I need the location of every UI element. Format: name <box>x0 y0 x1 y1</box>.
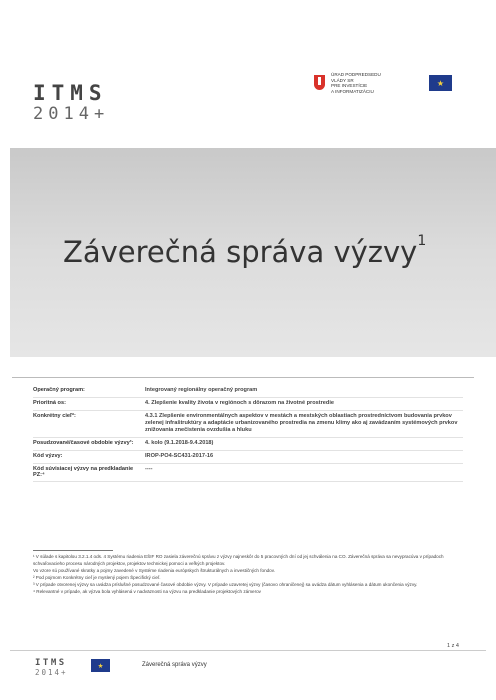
footer-document-title: Záverečná správa výzvy <box>142 662 207 668</box>
info-table <box>33 385 463 482</box>
info-value: 4. Zlepšenie kvality života v regiónoch s dôrazom na životné prostredie <box>145 400 334 406</box>
info-row <box>33 464 463 482</box>
government-office-logo <box>314 72 393 94</box>
footer-itms-logo <box>35 659 68 677</box>
info-row <box>33 398 463 411</box>
eu-flag-icon: ★ <box>429 75 452 91</box>
footnote: ⁴ Relevantné v prípade, ak výzva bola vyhlásená v nadväznosti na výzvu na predkladanie projektových zámerov <box>33 588 261 594</box>
gov-line-1: ÚRAD PODPREDSEDU VLÁDY SR <box>331 72 381 83</box>
info-row <box>33 438 463 451</box>
info-label: Posudzované/časové obdobie výzvy³: <box>33 440 134 446</box>
footnote: ² Pod pojmom Konkrétny cieľ je myslený pojem Špecifický cieľ. <box>33 574 161 580</box>
divider <box>12 377 474 378</box>
footer-divider <box>10 650 486 651</box>
info-row <box>33 451 463 464</box>
footer-logo-bottom: 2014+ <box>35 668 68 677</box>
itms-logo <box>33 83 109 123</box>
footnotes <box>33 554 458 595</box>
footnote: Vo vzore sú používané skratky a pojmy zavedené v Systéme riadenia európskych štrukturálnych a investičných fondov. <box>33 567 275 573</box>
footer-logo-top: ITMS <box>35 658 67 668</box>
itms-logo-top: ITMS <box>33 81 108 105</box>
info-value: IROP-PO4-SC431-2017-16 <box>145 453 214 459</box>
footnote: ³ V prípade otvorenej výzvy sa uvádza príslušné posudzované časové obdobie výzvy. V prípade uzavretej výzvy (časovo ohraničenej) sa uvádza dátum vyhlásenia a dátum ukončenia výzvy. <box>33 581 418 587</box>
info-value: 4. kolo (9.1.2018-9.4.2018) <box>145 440 214 446</box>
info-value: Integrovaný regionálny operačný program <box>145 387 258 393</box>
itms-logo-bottom: 2014+ <box>33 104 110 124</box>
info-label: Kód výzvy: <box>33 453 63 459</box>
footnote-separator <box>33 550 113 551</box>
page-title <box>63 235 426 269</box>
info-label: Prioritná os: <box>33 400 66 406</box>
gov-line-2: PRE INVESTÍCIE <box>331 83 368 89</box>
coat-of-arms-icon <box>314 75 325 90</box>
info-label: Operačný program: <box>33 387 85 393</box>
info-value: 4.3.1 Zlepšenie environmentálnych aspektov v mestách a mestských oblastiach prostredníctvom budovania prvkov zelenej infraštruktúry a adaptácie urbanizovaného prostredia na zmenu klímy ako aj zavádzaním systémových prvkov znižovania znečistenia ovzdušia a hluku <box>145 413 458 433</box>
info-row <box>33 385 463 398</box>
footnote: ¹ V súlade s kapitolou 3.2.1.4 ods. 4 Systému riadenia EŠIF RO zasiela záverečnú správu z výzvy najneskôr do 5 pracovných dní od jej schválenia na CO. Záverečná správa sa nevypracúva v prípadoch schvaľovacieho procesu národných projektov, projektov technickej pomoci a veľkých projektov. <box>33 554 444 566</box>
info-label: Konkrétny cieľ²: <box>33 413 76 419</box>
government-office-text <box>331 72 393 94</box>
title-footnote-ref: 1 <box>417 233 427 249</box>
page-number: 1 z 4 <box>447 643 459 649</box>
info-value: ---- <box>145 466 153 472</box>
info-row <box>33 411 463 438</box>
footer-eu-flag-icon: ★ <box>91 659 110 672</box>
title-text: Záverečná správa výzvy <box>63 235 418 269</box>
info-label: Kód súvisiacej výzvy na predkladanie PZ:⁴ <box>33 466 134 478</box>
gov-line-3: A INFORMATIZÁCIU <box>331 88 374 94</box>
